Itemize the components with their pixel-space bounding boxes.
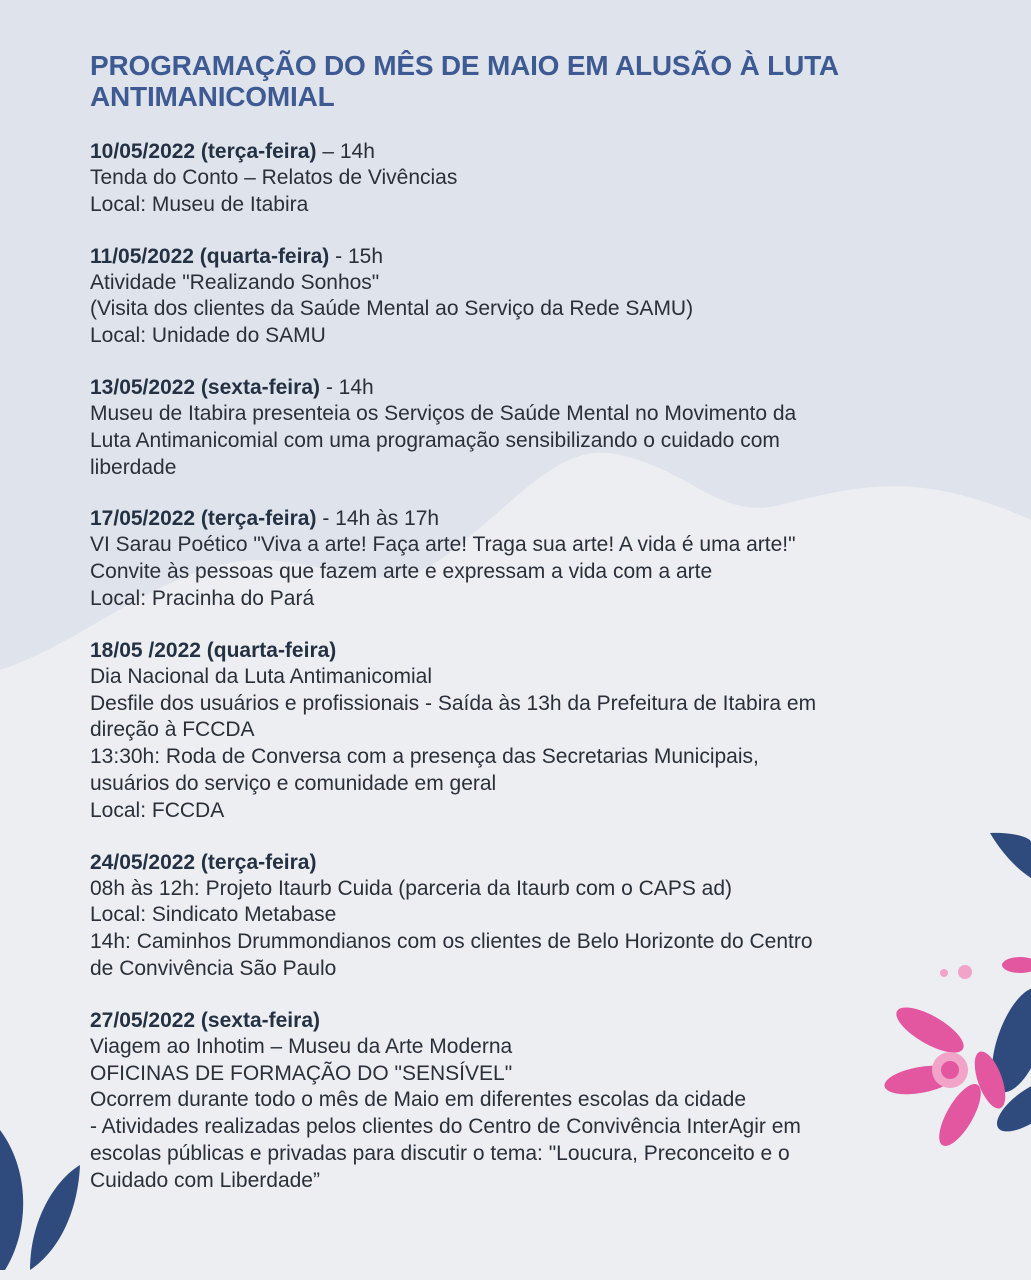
event-detail-line: Local: Unidade do SAMU: [90, 324, 326, 348]
event-detail-line: Local: Sindicato Metabase: [90, 903, 337, 927]
event-detail-line: de Convivência São Paulo: [90, 956, 337, 980]
event-header: [90, 849, 990, 876]
event-detail-line: direção à FCCDA: [90, 718, 255, 742]
event-date: 18/05 /2022 (quarta-feira): [90, 638, 337, 662]
event-header: [90, 637, 990, 664]
event-date: 27/05/2022 (sexta-feira): [90, 1008, 320, 1032]
event-detail-line: VI Sarau Poético "Viva a arte! Faça arte! Traga sua arte! A vida é uma arte!": [90, 533, 796, 557]
event-item: [90, 505, 990, 612]
event-detail-line: Viagem ao Inhotim – Museu da Arte Moderna: [90, 1034, 513, 1058]
event-detail-line: Local: Pracinha do Pará: [90, 586, 315, 610]
event-detail-line: Local: Museu de Itabira: [90, 192, 309, 216]
event-detail-line: escolas públicas e privadas para discutir o tema: "Loucura, Preconceito e o: [90, 1141, 790, 1165]
event-item: [90, 849, 990, 983]
event-detail-line: Museu de Itabira presenteia os Serviços de Saúde Mental no Movimento da: [90, 401, 797, 425]
event-detail-line: Cuidado com Liberdade”: [90, 1168, 320, 1192]
event-detail-line: usuários do serviço e comunidade em geral: [90, 771, 497, 795]
event-time: – 14h: [316, 140, 375, 163]
event-detail-line: liberdade: [90, 455, 177, 479]
event-item: [90, 374, 990, 481]
event-item: [90, 138, 990, 219]
event-header: [90, 243, 990, 270]
event-detail-line: 08h às 12h: Projeto Itaurb Cuida (parceria da Itaurb com o CAPS ad): [90, 876, 733, 900]
event-header: [90, 374, 990, 401]
event-schedule: [90, 50, 990, 1219]
event-detail-line: Luta Antimanicomial com uma programação sensibilizando o cuidado com: [90, 428, 780, 452]
event-detail-line: 13:30h: Roda de Conversa com a presença das Secretarias Municipais,: [90, 745, 759, 769]
event-time: - 14h às 17h: [316, 507, 440, 531]
event-detail-line: Atividade "Realizando Sonhos": [90, 270, 380, 294]
event-detail-line: Desfile dos usuários e profissionais - Saída às 13h da Prefeitura de Itabira em: [90, 691, 817, 715]
event-detail-line: Ocorrem durante todo o mês de Maio em diferentes escolas da cidade: [90, 1088, 747, 1112]
event-time: - 14h: [320, 375, 374, 399]
page-title: [90, 50, 990, 112]
event-date: 13/05/2022 (sexta-feira): [90, 375, 320, 399]
event-detail-line: (Visita dos clientes da Saúde Mental ao Serviço da Rede SAMU): [90, 297, 694, 321]
event-date: 17/05/2022 (terça-feira): [90, 507, 317, 531]
event-header: [90, 505, 990, 532]
event-detail-line: OFICINAS DE FORMAÇÃO DO "SENSÍVEL": [90, 1061, 513, 1085]
event-detail-line: Tenda do Conto – Relatos de Vivências: [90, 166, 458, 189]
event-header: [90, 1007, 990, 1034]
event-item: [90, 637, 990, 825]
page-title-line: PROGRAMAÇÃO DO MÊS DE MAIO EM ALUSÃO À LUTA: [90, 50, 839, 81]
event-date: 10/05/2022 (terça-feira): [90, 140, 317, 163]
page-title-line: ANTIMANICOMIAL: [90, 81, 335, 112]
event-detail-line: Convite às pessoas que fazem arte e expressam a vida com a arte: [90, 560, 713, 584]
event-list: [90, 138, 990, 1195]
event-detail-line: Dia Nacional da Luta Antimanicomial: [90, 664, 433, 688]
event-item: [90, 1007, 990, 1195]
event-detail-line: - Atividades realizadas pelos clientes do Centro de Convivência InterAgir em: [90, 1115, 801, 1139]
event-time: - 15h: [329, 244, 383, 268]
event-detail-line: Local: FCCDA: [90, 798, 225, 822]
event-item: [90, 243, 990, 350]
event-date: 11/05/2022 (quarta-feira): [90, 244, 330, 268]
event-header: [90, 138, 990, 165]
event-detail-line: 14h: Caminhos Drummondianos com os clientes de Belo Horizonte do Centro: [90, 930, 813, 954]
event-date: 24/05/2022 (terça-feira): [90, 850, 317, 874]
